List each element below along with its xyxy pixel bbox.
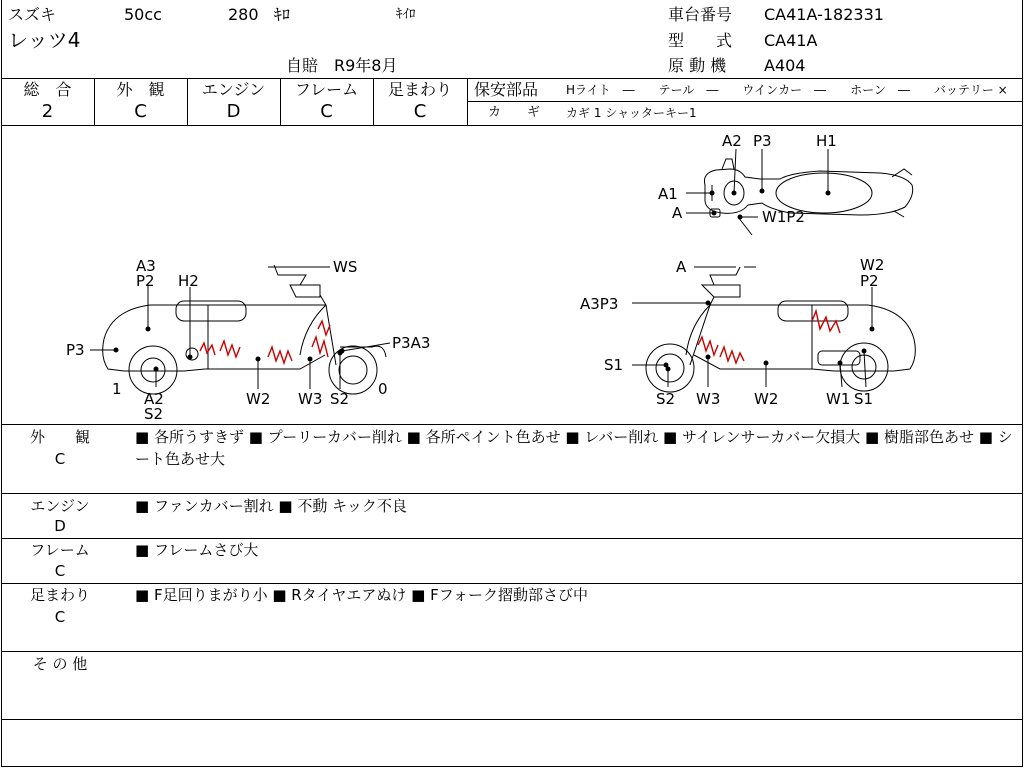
- label-a1: A1: [658, 185, 678, 203]
- divider: [1, 424, 1022, 425]
- label-s2-left-b: S2: [330, 390, 350, 408]
- grade-suspension-value: C: [413, 101, 427, 122]
- engine-value: A404: [764, 56, 806, 75]
- grade-frame-label: フレーム: [294, 80, 359, 99]
- section-frame-text: ■ フレームさび大: [135, 541, 259, 559]
- type-label: 型 式: [668, 31, 733, 50]
- section-engine-label: エンジン: [30, 497, 90, 515]
- label-p2-right: P2: [860, 272, 879, 290]
- divider: [467, 101, 1022, 102]
- label-a-top: A: [672, 204, 683, 222]
- label-s1-right-a: S1: [604, 356, 624, 374]
- grade-total-value: 2: [41, 101, 54, 122]
- frame-no: CA41A-182331: [764, 5, 884, 24]
- label-s2-left-a: S2: [144, 405, 164, 423]
- section-other-label: そ の 他: [32, 655, 88, 673]
- label-s2-right: S2: [656, 390, 676, 408]
- label-w3-left: W3: [298, 390, 323, 408]
- key-label: カ ギ: [488, 105, 541, 120]
- divider: [467, 78, 468, 125]
- label-w2-left: W2: [246, 390, 271, 408]
- insurance-label: 自賠: [286, 56, 319, 75]
- maker: スズキ: [8, 5, 57, 24]
- label-w2-right: W2: [754, 390, 779, 408]
- section-exterior-text: ■ 各所うすきず ■ プーリーカバー削れ ■ 各所ペイント色あせ ■ レバー削れ ■ サイレンサーカバー欠損大 ■ 樹脂部色あせ ■ シート色あせ大: [135, 428, 1013, 468]
- label-w2-right-top: W2: [860, 256, 885, 274]
- section-suspension-label: 足まわり: [29, 586, 90, 604]
- frame-no-label: 車台番号: [668, 5, 733, 24]
- grade-exterior-label: 外 観: [116, 80, 165, 99]
- type-value: CA41A: [764, 31, 818, 50]
- section-suspension-text: ■ F足回りまがり小 ■ Rタイヤエアぬけ ■ Fフォーク摺動部さび中: [135, 586, 588, 604]
- grade-frame-value: C: [320, 101, 333, 122]
- mileage: 280: [228, 5, 259, 24]
- insurance-value: R9年8月: [334, 56, 398, 75]
- grade-exterior-value: C: [134, 101, 147, 122]
- label-s1-right-b: S1: [854, 390, 874, 408]
- grade-engine-value: D: [226, 101, 241, 122]
- displacement: 50cc: [124, 5, 162, 24]
- section-frame-label: フレーム: [30, 541, 90, 559]
- label-a3-left: A3: [136, 257, 156, 275]
- divider: [1, 78, 1022, 79]
- label-w1-right: W1: [826, 390, 851, 408]
- label-zero: 0: [378, 380, 388, 398]
- engine-label: 原 動 機: [668, 56, 727, 75]
- section-engine-text: ■ ファンカバー割れ ■ 不動 キック不良: [135, 497, 407, 515]
- damage-marks: [200, 311, 840, 363]
- divider: [1, 493, 1022, 494]
- mileage-unit: ｷﾛ: [274, 5, 291, 24]
- section-engine-grade: D: [54, 517, 66, 535]
- section-suspension-grade: C: [54, 608, 66, 626]
- model-name: レッツ4: [8, 28, 81, 52]
- grade-total-label: 総 合: [23, 80, 72, 99]
- label-a2-left: A2: [144, 390, 164, 408]
- safety-items: Hライト ― テール ― ウインカー ― ホーン ― バッテリー ×: [566, 83, 1008, 97]
- label-a-right: A: [676, 258, 687, 276]
- section-exterior-grade: C: [54, 450, 66, 468]
- grade-suspension-label: 足まわり: [387, 80, 452, 99]
- key-value: カギ 1 シャッターキー1: [566, 106, 697, 120]
- label-a3p3: A3P3: [580, 295, 619, 313]
- label-w1p2: W1P2: [762, 208, 805, 226]
- label-h1: H1: [816, 132, 837, 150]
- grade-engine-label: エンジン: [201, 80, 266, 99]
- label-ws: WS: [333, 258, 358, 276]
- mileage-note: ｷｲﾛ: [396, 7, 416, 22]
- label-p3-left: P3: [66, 341, 85, 359]
- label-a2-top: A2: [722, 132, 742, 150]
- divider: [1, 651, 1022, 652]
- safety-label: 保安部品: [474, 80, 539, 99]
- damage-diagram: [0, 125, 1024, 425]
- label-p3a3: P3A3: [392, 334, 431, 352]
- section-frame-grade: C: [54, 562, 66, 580]
- label-p2-left: P2: [136, 272, 155, 290]
- label-p3-top: P3: [753, 132, 772, 150]
- label-h2: H2: [178, 272, 199, 290]
- section-exterior-label: 外 観: [29, 428, 90, 446]
- label-one: 1: [112, 380, 122, 398]
- divider: [1, 719, 1022, 720]
- label-w3-right: W3: [696, 390, 721, 408]
- scooter-top-view: [704, 159, 912, 235]
